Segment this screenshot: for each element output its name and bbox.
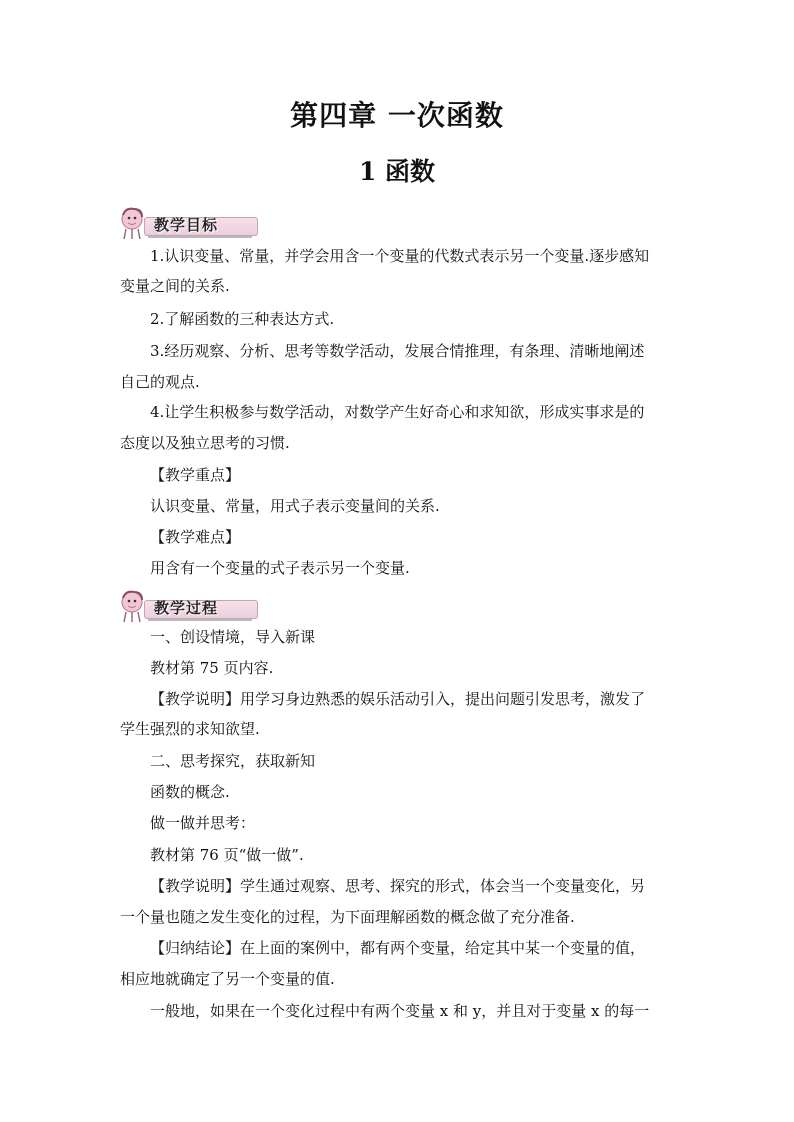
section-title: 1 函数 [358, 157, 436, 186]
text-line: 二、思考探究，获取新知 [150, 752, 316, 770]
text-line: 一个量也随之发生变化的过程，为下面理解函数的概念做了充分准备. [120, 908, 575, 926]
text-line: 教材第 76 页“做一做”. [150, 846, 304, 864]
process-label: 教学过程 [154, 599, 219, 617]
text-line: 认识变量、常量，用式子表示变量间的关系. [150, 497, 440, 515]
text-line: 【教学说明】学生通过观察、思考、探究的形式，体会当一个变量变化，另 [150, 877, 646, 895]
text-line: 自己的观点. [120, 373, 200, 391]
objectives-underline [148, 236, 252, 238]
text-line: 做一做并思考： [150, 814, 256, 832]
text-line: 【教学说明】用学习身边熟悉的娱乐活动引入，提出问题引发思考，激发了 [150, 690, 646, 708]
text-line: 一般地，如果在一个变化过程中有两个变量 x 和 y，并且对于变量 x 的每一 [150, 1002, 650, 1020]
text-line: 相应地就确定了另一个变量的值. [120, 970, 335, 988]
text-line: 函数的概念. [150, 783, 230, 801]
objectives-badge [118, 205, 258, 241]
text-line: 教材第 75 页内容. [150, 659, 274, 677]
key-points-heading: 【教学重点】 [150, 466, 241, 484]
difficulties-heading: 【教学难点】 [150, 528, 241, 546]
text-line: 学生强烈的求知欲望. [120, 720, 260, 738]
text-line: 变量之间的关系. [120, 277, 230, 295]
text-line: 用含有一个变量的式子表示另一个变量. [150, 559, 410, 577]
text-line: 4.让学生积极参与数学活动，对数学产生好奇心和求知欲，形成实事求是的 [150, 403, 645, 421]
text-line: 态度以及独立思考的习惯. [120, 434, 290, 452]
text-line: 一、创设情境，导入新课 [150, 628, 316, 646]
objectives-label: 教学目标 [154, 216, 219, 234]
text-line: 2.了解函数的三种表达方式. [150, 310, 335, 328]
process-badge [118, 588, 258, 624]
text-line: 1.认识变量、常量，并学会用含一个变量的代数式表示另一个变量.逐步感知 [150, 247, 650, 265]
chapter-title: 第四章 一次函数 [290, 99, 504, 132]
process-underline [148, 619, 252, 621]
text-line: 3.经历观察、分析、思考等数学活动，发展合情推理，有条理、清晰地阐述 [150, 342, 645, 360]
text-line: 【归纳结论】在上面的案例中，都有两个变量，给定其中某一个变量的值， [150, 939, 646, 957]
